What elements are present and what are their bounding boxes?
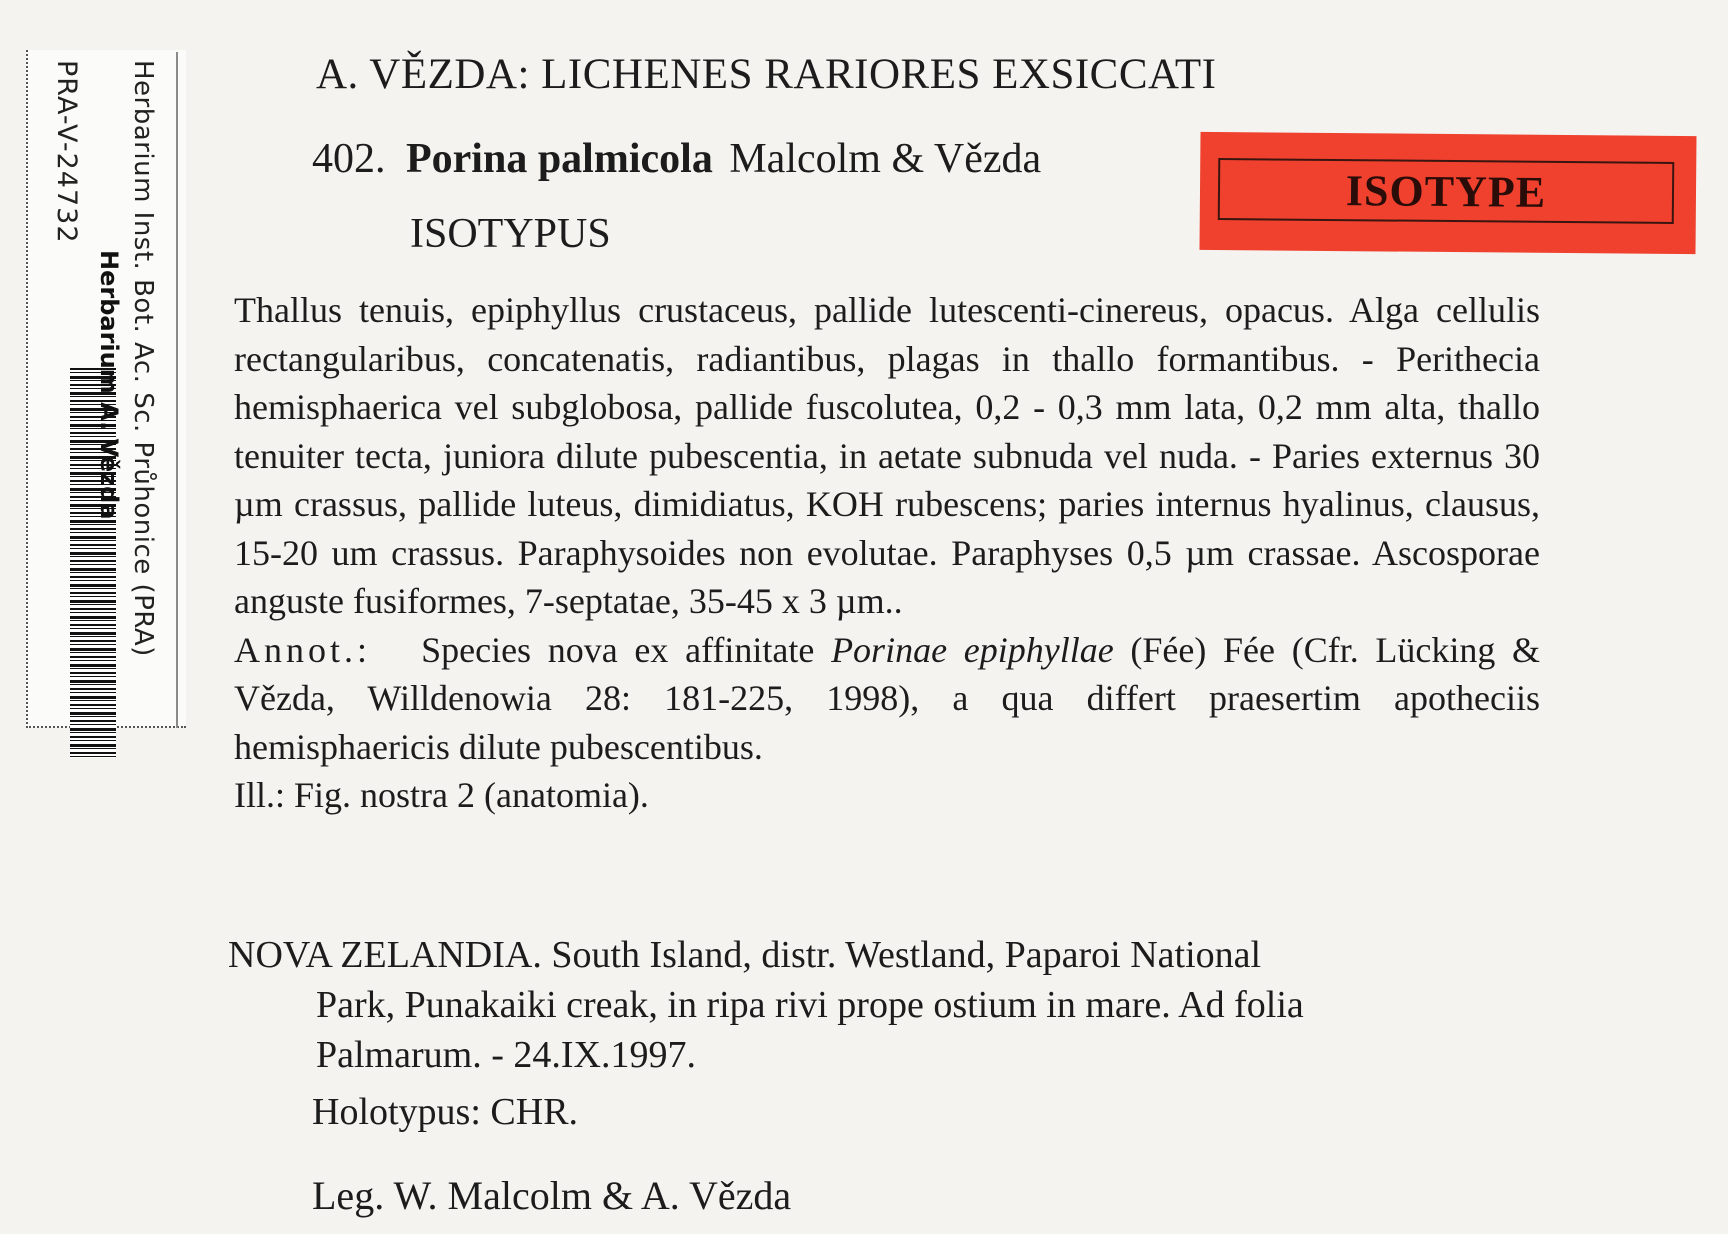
stamp-border bbox=[1218, 158, 1675, 224]
locality-line-3: Palmarum. - 24.IX.1997. bbox=[316, 1034, 696, 1076]
description-text: Thallus tenuis, epiphyllus crustaceus, pallide lutescenti-cinereus, opacus. Alga cellulis rectangularibus, concatenatis, radiantibus, plagas in thallo formantibus. - Perithecia hemisphaerica vel subglobosa, pallide fuscolutea, 0,2 - 0,3 mm lata, 0,2 mm alta, thallo tenuiter tecta, juniora dilute pubescentia, in aetate subnuda vel nuda. - Paries externus 30 µm crassus, pallide luteus, dimidiatus, KOH rubescens; paries internus hyalinus, clausus, 15-20 um crassus. Paraphysoides non evolutae. Paraphyses 0,5 µm crassae. Ascosporae anguste fusiformes, 7-septatae, 35-45 x 3 µm.. bbox=[234, 290, 1540, 621]
annot-label: Annot.: bbox=[234, 629, 372, 670]
annot-italic: Porinae epiphyllae bbox=[831, 629, 1114, 670]
collectors: Leg. W. Malcolm & A. Vězda bbox=[312, 1173, 792, 1218]
strip-divider bbox=[176, 52, 178, 728]
species-name: Porina palmicola bbox=[406, 136, 713, 182]
herbarium-name: Herbarium A. Vězda bbox=[95, 250, 123, 520]
locality-block bbox=[228, 930, 1534, 1080]
species-title bbox=[312, 135, 1041, 183]
exsiccata-header: A. VĚZDA: LICHENES RARIORES EXSICCATI bbox=[316, 51, 1217, 98]
isotype-stamp bbox=[1199, 132, 1696, 254]
annot-after: (Fée) Fée (Cfr. Lücking & Vězda, Willdenowia 28: 181-225, 1998), a qua differt praesertim apotheciis hemisphaericis dilute pubescentibus. bbox=[234, 629, 1541, 767]
locality-line-2: Park, Punakaiki creak, in ripa rivi prope ostium in mare. Ad folia bbox=[316, 984, 1304, 1026]
illustration-note: Ill.: Fig. nostra 2 (anatomia). bbox=[234, 775, 649, 815]
holotype-note: Holotypus: CHR. bbox=[312, 1091, 579, 1133]
institution-text: Herbarium Inst. Bot. Ac. Sc. Průhonice (PRA) bbox=[128, 60, 158, 657]
annot-before: Species nova ex affinitate bbox=[421, 629, 815, 670]
exsiccata-number: 402. bbox=[312, 136, 386, 182]
annotation bbox=[234, 626, 1540, 772]
species-author: Malcolm & Vězda bbox=[729, 136, 1042, 182]
stamp-text: ISOTYPE bbox=[1345, 165, 1547, 217]
locality-line-1: NOVA ZELANDIA. South Island, distr. Westland, Paparoi National bbox=[228, 934, 1262, 976]
accession-code: PRA-V-24732 bbox=[51, 60, 82, 244]
type-status: ISOTYPUS bbox=[410, 211, 611, 257]
description-block bbox=[234, 286, 1540, 820]
